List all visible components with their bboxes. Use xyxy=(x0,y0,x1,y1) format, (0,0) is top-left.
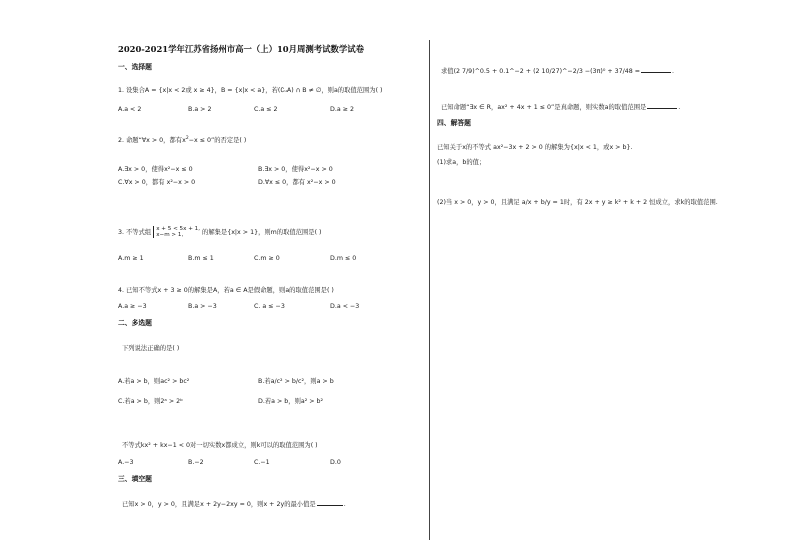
answer-blank[interactable] xyxy=(647,103,677,109)
option-a: A.m ≥ 1 xyxy=(118,255,144,262)
question-5-stem: 下列说法正确的是( ) xyxy=(122,345,180,352)
question-10-part-1: (1)求a，b的值； xyxy=(437,159,486,166)
option-c: C.−1 xyxy=(254,459,270,466)
option-b: B.a > −3 xyxy=(188,303,217,310)
answer-blank[interactable] xyxy=(317,500,343,506)
question-8-end: . xyxy=(672,68,675,75)
question-2-stem-pre: 2. 命题“∀x > 0，都有x xyxy=(118,137,186,144)
option-d: D.a < −3 xyxy=(330,303,360,310)
option-c: C.m ≥ 0 xyxy=(254,255,280,262)
option-d: D.∀x ≤ 0，都有 x²−x > 0 xyxy=(258,178,336,186)
option-c: C.∀x > 0，都有 x²−x > 0 xyxy=(118,178,196,186)
question-7-end: . xyxy=(343,501,346,508)
question-3-options xyxy=(118,255,356,263)
option-a: A.−3 xyxy=(118,459,134,466)
option-d: D.0 xyxy=(330,459,341,466)
option-d: D.若a > b，则a² > b² xyxy=(258,397,324,405)
question-3-stem xyxy=(118,226,322,238)
question-8-expression: (2 7/9)^0.5 + 0.1^−2 + (2 10/27)^−2/3 −(3π)⁰ + 37/48 = xyxy=(453,68,641,75)
option-a: A.若a > b，则ac² > bc² xyxy=(118,378,190,385)
option-b: B.−2 xyxy=(188,459,204,466)
option-a: A.a ≥ −3 xyxy=(118,303,147,310)
question-5-options xyxy=(118,378,334,405)
question-2-stem-post: −x ≤ 0”的否定是( ) xyxy=(188,137,247,144)
question-6-options xyxy=(118,459,341,467)
answer-blank[interactable] xyxy=(641,67,671,73)
question-1-stem: 1. 设集合A = {x|x < 2或 x ≥ 4}，B = {x|x < a}，若(∁ᵤA) ∩ B ≠ ∅，则a的取值范围为( ) xyxy=(118,87,383,94)
option-d: D.m ≤ 0 xyxy=(330,255,357,262)
option-c: C.若a > b，则2ᵃ > 2ᵇ xyxy=(118,397,183,405)
question-10-stem: 已知关于x的不等式 ax²−3x + 2 > 0 的解集为{x|x < 1，或x > b}. xyxy=(437,144,633,151)
question-6-stem: 不等式kx² + kx−1 < 0对一切实数x都成立，则k可以的取值范围为( ) xyxy=(122,442,318,449)
column-divider xyxy=(429,40,430,540)
question-7-stem xyxy=(122,500,346,509)
section-solution: 四、解答题 xyxy=(437,119,471,127)
section-multi-choice: 二、多选题 xyxy=(118,319,152,327)
question-2-stem-sup: 2 xyxy=(185,135,189,141)
question-10-part-2: (2)当 x > 0，y > 0，且满足 a/x + b/y = 1时，有 2x + y ≥ k² + k + 2 恒成立，求k的取值范围. xyxy=(437,199,718,206)
question-8-stem xyxy=(441,67,674,76)
question-3-stem-pre: 3. 不等式组 xyxy=(118,229,152,237)
question-8-pre: 求值 xyxy=(441,68,454,75)
option-a: A.a < 2 xyxy=(118,106,142,113)
system-line-2: x−m > 1, xyxy=(156,232,184,239)
option-a: A.∃x > 0，使得x²−x ≤ 0 xyxy=(118,166,193,173)
option-b: B.若a/c² > b/c²，则a > b xyxy=(258,378,334,385)
question-2-options xyxy=(118,166,336,186)
exam-title: 2020-2021学年江苏省扬州市高一（上）10月周测考试数学试卷 xyxy=(118,44,364,54)
question-7-text: 已知x > 0，y > 0，且满足x + 2y−2xy = 0，则x + 2y的最小值是 xyxy=(122,501,316,508)
option-b: B.∃x > 0，使得x²−x > 0 xyxy=(258,166,333,173)
question-4-options xyxy=(118,303,359,311)
question-3-stem-post: 的解集是{x|x > 1}，则m的取值范围是( ) xyxy=(202,229,322,237)
option-b: B.m ≤ 1 xyxy=(188,255,214,262)
system-line-1: x + 5 < 5x + 1, xyxy=(156,226,201,232)
option-c: C. a ≤ −3 xyxy=(254,303,285,310)
option-b: B.a > 2 xyxy=(188,106,212,113)
question-4-stem: 4. 已知不等式x + 3 ≥ 0的解集是A，若a ∈ A是假命题，则a的取值范围是( ) xyxy=(118,287,334,294)
section-fill-blank: 三、填空题 xyxy=(118,475,152,483)
option-d: D.a ≥ 2 xyxy=(330,106,354,113)
inequality-system xyxy=(153,226,200,238)
question-9-text: 已知命题“∃x ∈ R，ax² + 4x + 1 ≤ 0”是真命题，则实数a的取值范围是 xyxy=(441,104,647,111)
question-9-end: . xyxy=(678,104,681,111)
question-2-stem xyxy=(118,137,246,145)
section-single-choice: 一、选择题 xyxy=(118,63,152,71)
option-c: C.a ≤ 2 xyxy=(254,106,278,113)
question-9-stem xyxy=(441,103,680,112)
question-1-options xyxy=(118,106,354,114)
